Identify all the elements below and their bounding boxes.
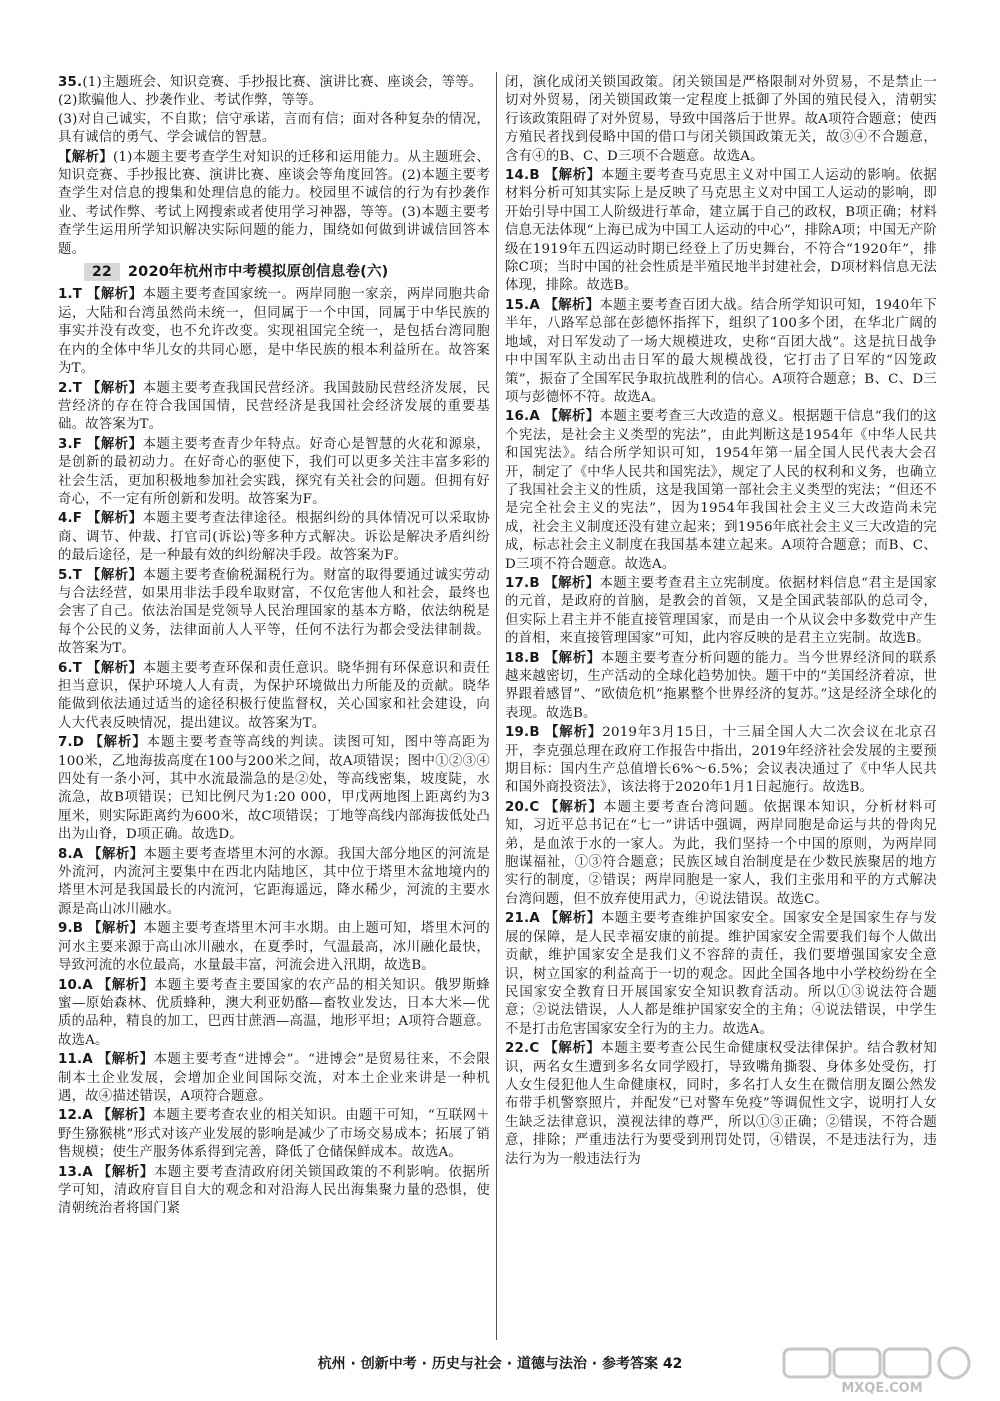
answer-item xyxy=(58,285,490,378)
answer-item xyxy=(58,919,490,975)
analysis-text: 本题主要考查公民生命健康权受法律保护。结合教材知识，两名女生遭到多名女同学殴打，导致嘴角撕裂、身体多处受伤，打人女生侵犯他人生命健康权，同时，多名打人女生在微信朋友圈公然发布带手机警察照片，并配发“已对警车免疫”等调侃性文字，说明打人女生缺乏法律意识，漠视法律的尊严，所以①③正确；②错误，不符合题意，排除；严重违法行为要受到刑罚处罚，④错误，不是违法行为，违法行为为一般违法行为 xyxy=(505,1041,937,1167)
analysis-tag: 【解析】 xyxy=(544,408,600,425)
analysis-tag: 【解析】 xyxy=(86,286,143,303)
analysis-tag: 【解析】 xyxy=(544,1040,601,1057)
question-number: 13.A xyxy=(58,1164,93,1180)
question-number: 35. xyxy=(58,75,83,90)
analysis-text: 本题主要考查分析问题的能力。当今世界经济间的联系越来越密切，生产活动的全球化趋势加快。题干中的“美国经济着凉，世界跟着感冒”、“欧债危机”拖累整个世界经济的复苏。”这是经济全球化的表现。故选B。 xyxy=(505,650,937,721)
answer-item xyxy=(505,574,937,649)
answer-item xyxy=(505,649,937,724)
analysis-text: 本题主要考查环保和责任意识。晓华拥有环保意识和责任担当意识，保护环境人人有责，为保护环境做出力所能及的贡献。晓华能做到依法通过适当的途径积极行使监督权，关心国家和社会建设，向人大代表反映情况，提出建议。故答案为T。 xyxy=(58,660,490,731)
section-title: 2020年杭州市中考模拟原创信息卷(六) xyxy=(127,264,389,281)
analysis-tag: 【解析】 xyxy=(544,798,604,815)
analysis-text: 本题主要考查清政府闭关锁国政策的不利影响。依据所学可知，清政府盲目自大的观念和对沿海人民出海集聚力量的恐惧，使清朝统治者将国门紧 xyxy=(58,1164,490,1217)
question-13-continuation: 闭，演化成闭关锁国政策。闭关锁国是严格限制对外贸易，不是禁止一切对外贸易，闭关锁国政策一定程度上抵御了外国的殖民侵入，清朝实行该政策阻碍了对外贸易，导致中国落后于世界。故A项符合题意；使西方殖民者找到侵略中国的借口与闭关锁国政策无关，故③④不合题意，含有④的B、C、D三项不合题意。故选A。 xyxy=(505,75,937,164)
analysis-tag: 【解析】 xyxy=(544,649,601,666)
analysis-text: 本题主要考查青少年特点。好奇心是智慧的火花和源泉，是创新的最初动力。在好奇心的驱使下，我们可以更多关注丰富多彩的社会生活，更加积极地参加社会实践，探究有关社会的问题。但拥有好奇心，不一定有所创新和发明。故答案为F。 xyxy=(58,436,490,507)
analysis-tag: 【解析】 xyxy=(544,296,600,313)
analysis-text: 本题主要考查马克思主义对中国工人运动的影响。依据材料分析可知其实际上是反映了马克思主义对中国工人运动的影响，即开始引导中国工人阶级进行革命，建立属于自己的政权，B项正确；材料信息无法体现“上海已成为中国工人运动的中心”，排除A项；中国无产阶级在1919年五四运动时期已经登上了历史舞台，不符合“1920年”，排除C项；当时中国的社会性质是半殖民地半封建社会，D项材料信息无法体现，排除。故选B。 xyxy=(505,168,937,294)
analysis-text: 2019年3月15日，十三届全国人大二次会议在北京召开，李克强总理在政府工作报告中指出，2019年经济社会发展的主要预期目标：国内生产总值增长6%～6.5%；会议表决通过了《中华人民共和国外商投资法》，该法将于2020年1月1日起施行。故选B。 xyxy=(505,725,937,796)
question-number: 22.C xyxy=(505,1041,540,1057)
analysis-tag: 【解析】 xyxy=(97,1107,153,1124)
question-number: 12.A xyxy=(58,1108,93,1124)
answer-item xyxy=(58,1106,490,1162)
section-number-badge: 22 xyxy=(84,263,120,281)
answer-item xyxy=(58,733,490,844)
answer-item xyxy=(505,1039,937,1169)
analysis-tag: 【解析】 xyxy=(86,566,143,583)
question-35 xyxy=(58,74,490,259)
answer-item xyxy=(58,566,490,659)
question-number: 7.D xyxy=(58,735,85,751)
analysis-text: 本题主要考查“进博会”。“进博会”是贸易往来，不会限制本土企业发展，会增加企业间国际交流，对本土企业来讲是一种机遇，故④描述错误，A项符合题意。 xyxy=(58,1052,490,1104)
analysis-tag: 【解析】 xyxy=(544,167,601,184)
analysis-tag: 【解析】 xyxy=(86,435,143,452)
analysis-text: 本题主要考查维护国家安全。国家安全是国家生存与发展的保障，是人民幸福安康的前提。维护国家安全需要我们每个人做出贡献，维护国家安全是我们义不容辞的责任，我们要增强国家安全意识，树立国家的利益高于一切的观念。因此全国各地中小学校纷纷在全民国家安全教育日开展国家安全知识教育活动。所以①③说法符合题意；②说法错误，人人都是维护国家安全的主角；④说法错误，中学生不是打击危害国家安全行为的主力。故选A。 xyxy=(505,911,937,1037)
analysis-tag: 【解析】 xyxy=(89,734,147,751)
answer-item xyxy=(505,909,937,1039)
question-number: 5.T xyxy=(58,567,83,583)
answer-item xyxy=(505,723,937,798)
question-number: 3.F xyxy=(58,436,83,452)
answer-item xyxy=(58,659,490,734)
question-number: 17.B xyxy=(505,575,540,591)
question-number: 21.A xyxy=(505,911,540,927)
analysis-text: 本题主要考查塔里木河丰水期。由上题可知，塔里木河的河水主要来源于高山冰川融水，在夏季时，气温最高，冰川融化最快，导致河流的水位最高，水量最丰富，河流会进入汛期，故选B。 xyxy=(58,921,490,974)
answer-item xyxy=(505,407,937,574)
answer-item xyxy=(58,435,490,510)
question-number: 20.C xyxy=(505,799,540,815)
analysis-text: 本题主要考查主要国家的农产品的相关知识。俄罗斯蜂蜜—原始森林、优质蜂种，澳大利亚奶酪—畜牧业发达，日本大米—优质的品种，精良的加工，巴西甘蔗酒—高温，地形平坦；A项符合题意。故选A。 xyxy=(58,977,490,1048)
answer-item xyxy=(505,798,937,909)
answer-list xyxy=(505,166,937,1169)
question-number: 1.T xyxy=(58,287,83,303)
answer-item xyxy=(58,845,490,920)
question-number: 2.T xyxy=(58,380,83,396)
question-number: 6.T xyxy=(58,660,83,676)
answer-item xyxy=(58,509,490,565)
answer-item xyxy=(58,1050,490,1106)
answer-list xyxy=(58,285,490,1218)
analysis-tag: 【解析】 xyxy=(97,1051,154,1068)
question-number: 11.A xyxy=(58,1052,93,1068)
answer-item xyxy=(58,976,490,1051)
question-number: 19.B xyxy=(505,725,540,741)
question-number: 16.A xyxy=(505,409,540,425)
answer-line: (1)主题班会、知识竞赛、手抄报比赛、演讲比赛、座谈会，等等。 xyxy=(82,75,483,90)
section-heading xyxy=(58,263,490,281)
analysis-text: 本题主要考查塔里木河的水源。我国大部分地区的河流是外流河，内流河主要集中在西北内陆地区，其中位于塔里木盆地境内的塔里木河是我国最长的内流河，它距海遥远，降水稀少，河流的主要水源是高山冰川融水。 xyxy=(58,846,490,917)
analysis-tag: 【解析】 xyxy=(87,920,144,937)
column-divider xyxy=(496,72,497,1340)
analysis-tag: 【解析】 xyxy=(86,510,143,527)
analysis-text: 本题主要考查偷税漏税行为。财富的取得要通过诚实劳动与合法经营，如果用非法手段牟取财富，不仅危害他人和社会，最终也会害了自己。依法治国是党领导人民治理国家的基本方略，依法纳税是每个公民的义务，法律面前人人平等，任何不法行为都会受法律制裁。故答案为T。 xyxy=(58,567,490,657)
analysis-tag: 【解析】 xyxy=(88,845,144,862)
analysis-text: 本题主要考查君主立宪制度。依据材料信息“君主是国家的元首，是政府的首脑，是教会的首领，又是全国武装部队的总司令，但实际上君主并不能直接管理国家，而是由一个从议会中多数党中产生的首相，来直接管理国家”可知，此内容反映的是君主立宪制。故选B。 xyxy=(505,575,937,647)
analysis-tag: 【解析】 xyxy=(544,574,600,591)
left-column xyxy=(58,74,490,1219)
analysis-text: 本题主要考查百团大战。结合所学知识可知，1940年下半年，八路军总部在彭德怀指挥下，组织了100多个团，在华北广阔的地域，对日军发动了一场大规模进攻，史称“百团大战”。这是抗日战争中中国军队主动出击日军的最大规模战役，它打击了日军的“囚笼政策”，振奋了全国军民争取抗战胜利的信心。A项符合题意；B、C、D三项与彭德怀不符。故选A。 xyxy=(505,297,937,405)
question-number: 10.A xyxy=(58,977,93,993)
analysis-tag: 【解析】 xyxy=(86,379,143,396)
answer-item xyxy=(58,379,490,435)
analysis-tag: 【解析】 xyxy=(97,976,154,993)
analysis-text: 本题主要考查我国民营经济。我国鼓励民营经济发展，民营经济的存在符合我国国情，民营经济是我国社会经济发展的重要基础。故答案为T。 xyxy=(58,380,490,433)
analysis-text: 本题主要考查三大改造的意义。根据题干信息“我们的这个宪法，是社会主义类型的宪法”，由此判断这是1954年《中华人民共和国宪法》。结合所学知识可知，1954年第一届全国人民代表大会召开，制定了《中华人民共和国宪法》，规定了人民的权利和义务，也确立了我国社会主义的性质，这是我国第一部社会主义类型的宪法；“但还不是完全社会主义的宪法”，因为1954年我国社会主义三大改造尚未完成，社会主义制度还没有建立起来；到1956年底社会主义三大改造的完成，标志社会主义制度在我国基本建立起来。A项符合题意；而B、C、D三项不符合题意。故选A。 xyxy=(505,409,937,572)
question-number: 14.B xyxy=(505,168,540,184)
right-column xyxy=(505,74,937,1169)
analysis-tag: 【解析】 xyxy=(544,724,603,741)
answer-item xyxy=(505,296,937,407)
question-number: 15.A xyxy=(505,297,540,313)
analysis-tag: 【解析】 xyxy=(97,1163,154,1180)
question-number: 18.B xyxy=(505,650,540,666)
question-number: 9.B xyxy=(58,921,84,937)
answer-line: (3)对自己诚实，不自欺；信守承诺，言而有信；面对各种复杂的情况，具有诚信的勇气、学会诚信的智慧。 xyxy=(58,111,490,146)
analysis-tag: 【解析】 xyxy=(544,910,601,927)
answer-line: (2)欺骗他人、抄袭作业、考试作弊，等等。 xyxy=(58,93,323,109)
analysis-text: 本题主要考查等高线的判读。读图可知，图中等高距为100米，乙地海拔高度在100与200米之间，故A项错误；图中①②③④四处有一条小河，其中水流最湍急的是②处，等高线密集，坡度陡，水流急，故B项错误；已知比例尺为1:20 000，甲戊两地图上距离约为3厘米，则实际距离约为600米，故C项错误；丁地等高线内部海拔低处凸出为山脊，D项正确。故选D。 xyxy=(58,735,490,843)
watermark-logo xyxy=(782,1345,982,1395)
analysis-text: 本题主要考查国家统一。两岸同胞一家亲，两岸同胞共命运，大陆和台湾虽然尚未统一，但同属于一个中国，同属于中华民族的事实并没有改变，也不允许改变。实现祖国完全统一，是包括台湾同胞在内的全体中华儿女的共同心愿，是中华民族的根本利益所在。故答案为T。 xyxy=(58,287,490,377)
analysis-text: 本题主要考查台湾问题。依据课本知识，分析材料可知，习近平总书记在“七一”讲话中强调，两岸同胞是命运与共的骨肉兄弟，是血浓于水的一家人。为此，我们坚持一个中国的原则，为两岸同胞谋福祉，①③符合题意；民族区域自治制度是在少数民族聚居的地方实行的制度，②错误；两岸同胞是一家人，我们主张用和平的方式解决台湾问题，但不放弃使用武力，④说法错误。故选C。 xyxy=(505,799,937,907)
analysis-tag: 【解析】 xyxy=(58,148,113,165)
analysis-text: (1)本题主要考查学生对知识的迁移和运用能力。从主题班会、知识竞赛、手抄报比赛、演讲比赛、座谈会等角度回答。(2)本题主要考查学生对信息的搜集和处理信息的能力。校园里不诚信的行为有抄袭作业、考试作弊、考试上网搜索或者使用学习神器，等等。(3)本题主要考查学生运用所学知识解决实际问题的能力，围绕如何做到讲诚信回答本题。 xyxy=(58,149,490,257)
question-number: 4.F xyxy=(58,511,83,527)
question-number: 8.A xyxy=(58,846,84,862)
watermark-text: MXQE.COM xyxy=(841,1381,923,1395)
analysis-text: 本题主要考查农业的相关知识。由题干可知，“互联网＋野生猕猴桃”形式对该产业发展的影响是减少了市场交易成本；拓展了销售规模；使生产服务体系得到完善，降低了仓储保鲜成本。故选A。 xyxy=(58,1108,490,1161)
analysis-text: 本题主要考查法律途径。根据纠纷的具体情况可以采取协商、调节、仲裁、打官司(诉讼)等多种方式解决。诉讼是解决矛盾纠纷的最后途径，是一种最有效的纠纷解决手段。故答案为F。 xyxy=(58,511,490,564)
answer-item xyxy=(58,1163,490,1219)
page-footer: 杭州 · 创新中考 · 历史与社会 · 道德与法治 · 参考答案 42 xyxy=(317,1356,683,1372)
analysis-tag: 【解析】 xyxy=(86,659,143,676)
answer-item xyxy=(505,166,937,296)
